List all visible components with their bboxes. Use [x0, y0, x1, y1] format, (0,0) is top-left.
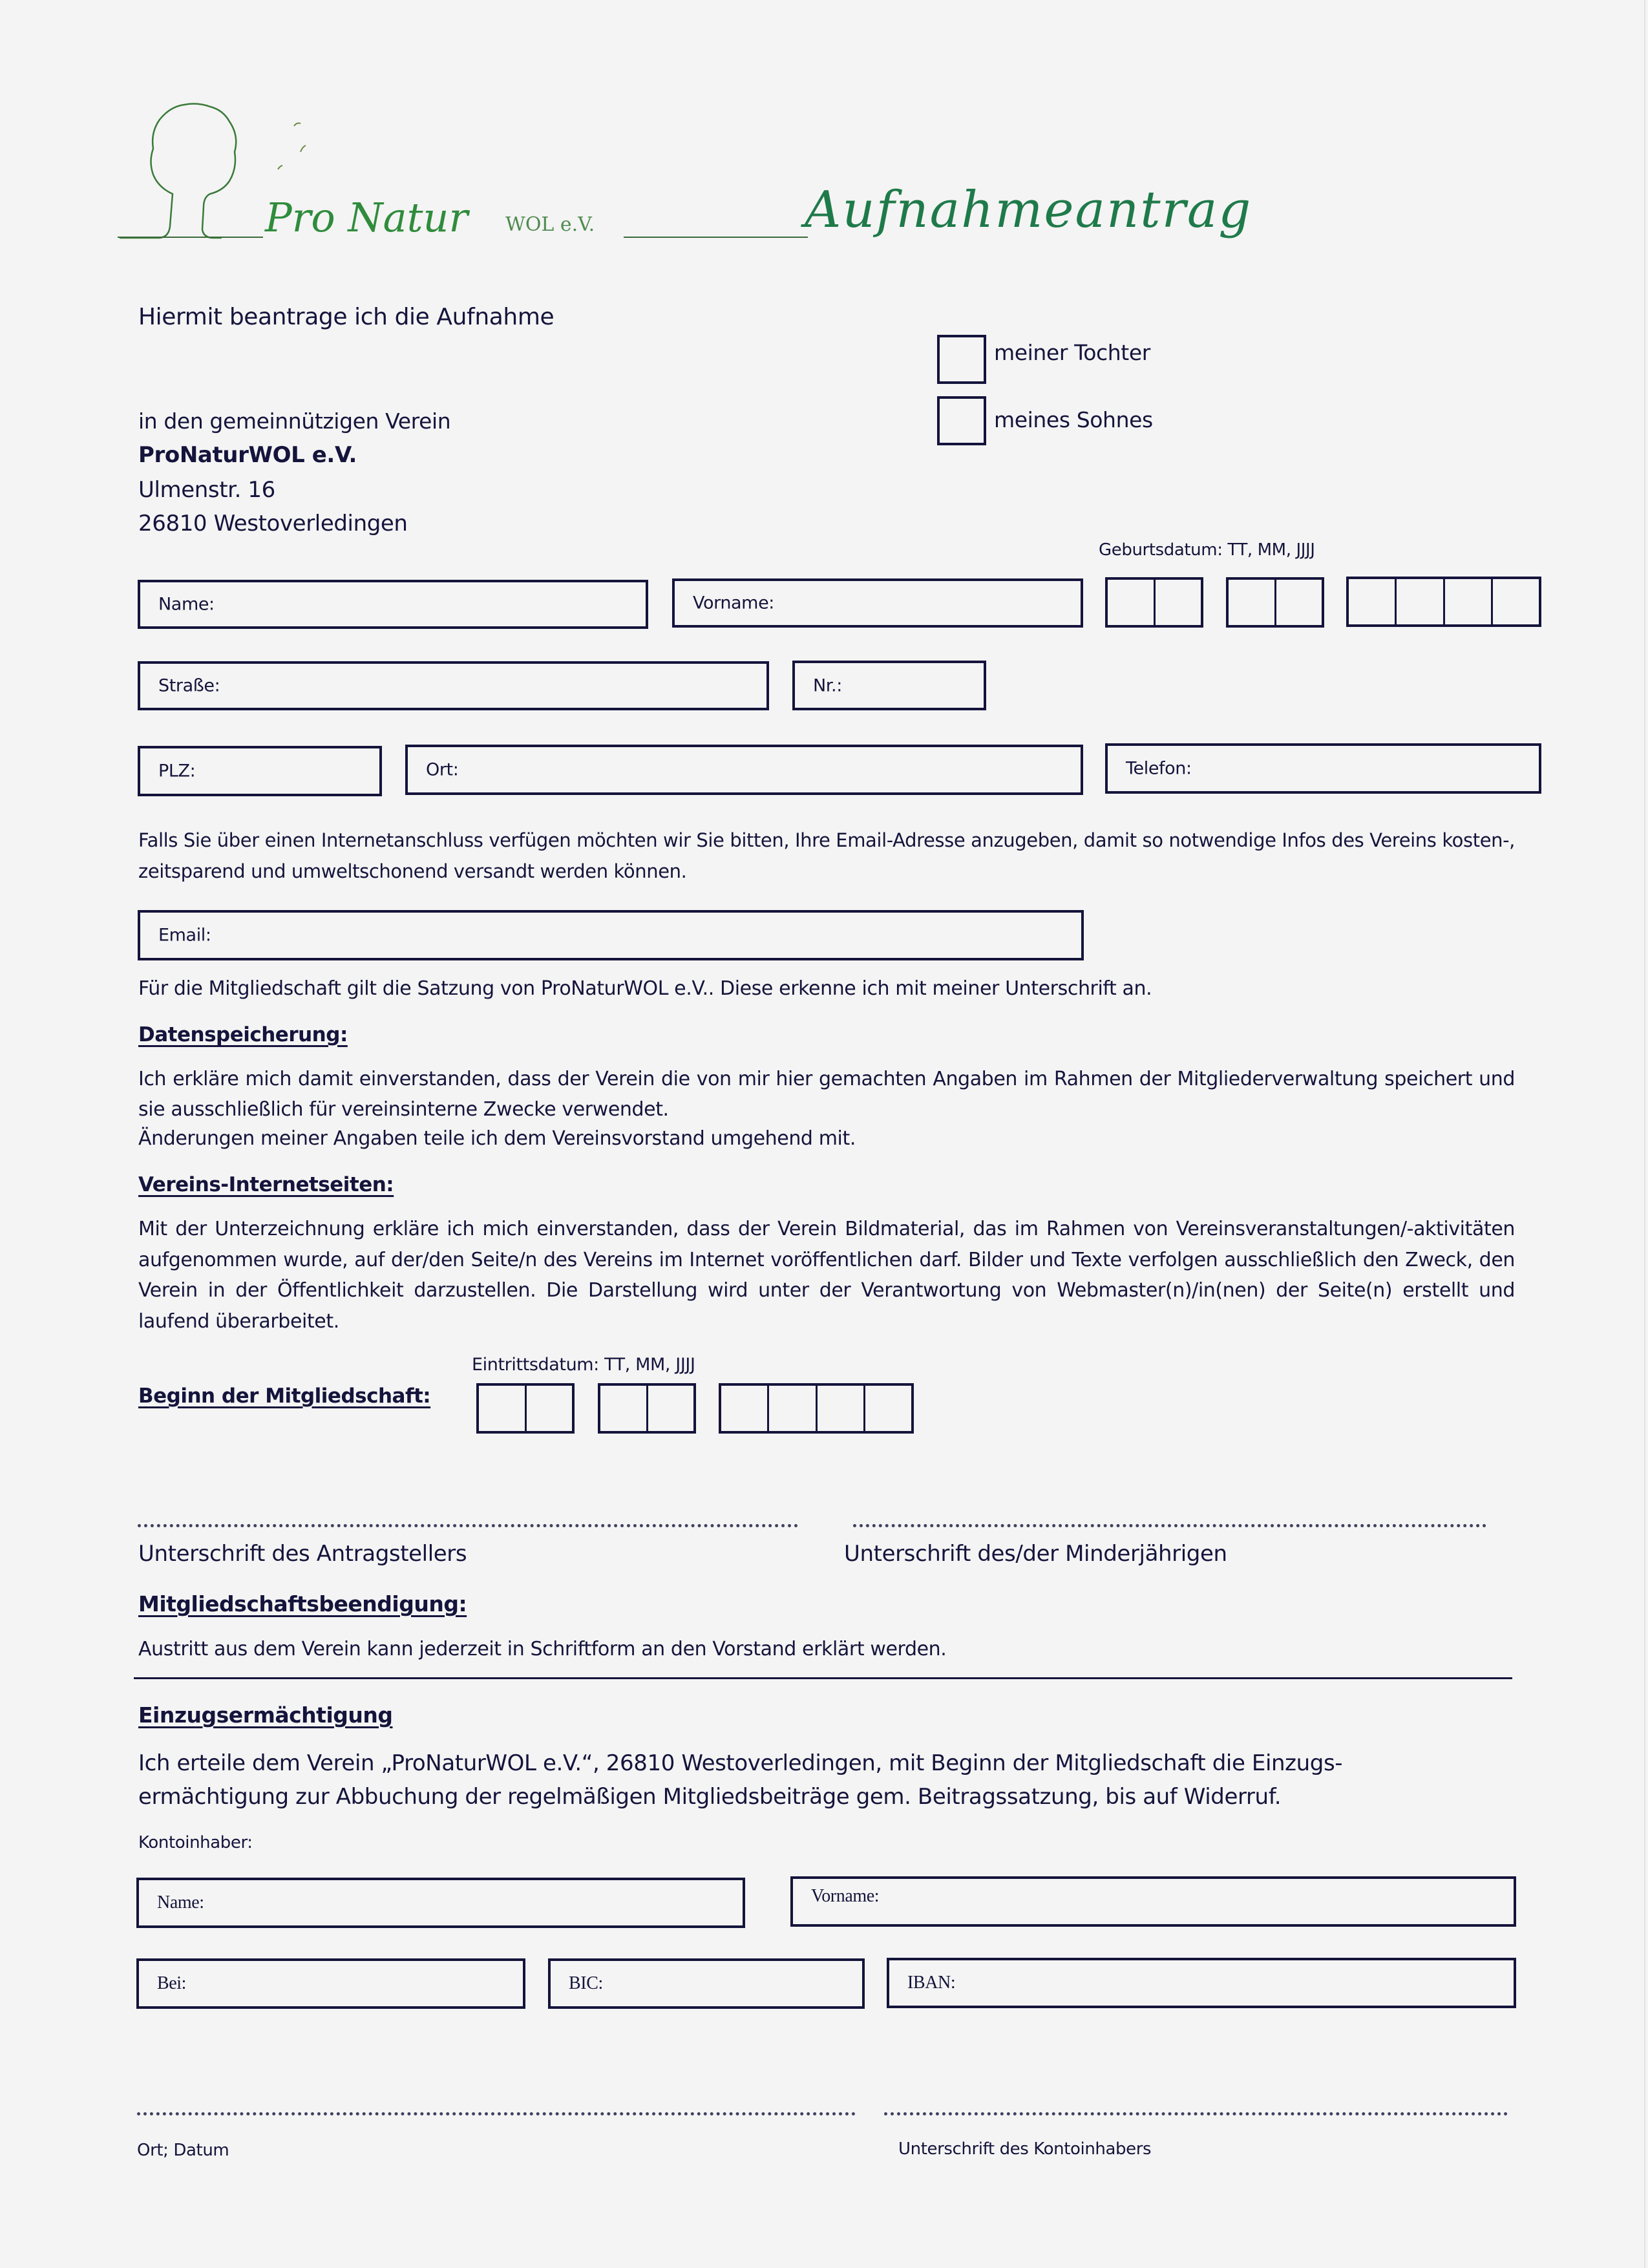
termination-heading: Mitgliedschaftsbeendigung: [138, 1591, 467, 1616]
bank-field-label: Bei: [157, 1973, 187, 1993]
birthdate-year-input[interactable] [1346, 577, 1541, 627]
account-vorname-field-label: Vorname: [811, 1885, 880, 1906]
entry-month-digit[interactable] [600, 1386, 648, 1431]
birthdate-year-digit[interactable] [1445, 579, 1493, 624]
iban-field-label: IBAN: [907, 1973, 956, 1993]
email-notice: Falls Sie über einen Internetanschluss verfügen möchten wir Sie bitten, Ihre Email-Adresse anzugeben, damit so notwendige Infos des Vereins kosten-, zeitsparend und umweltschonend versandt werden können. [138, 829, 1515, 882]
plz-field-label: PLZ: [158, 761, 196, 781]
statute-text: Für die Mitgliedschaft gilt die Satzung von ProNaturWOL e.V.. Diese erkenne ich mit meiner Unterschrift an. [138, 977, 1152, 1000]
logo-connector-line [624, 237, 808, 238]
account-vorname-field[interactable] [790, 1876, 1516, 1927]
birthdate-year-digit[interactable] [1397, 579, 1444, 624]
page-edge [1644, 0, 1645, 2268]
account-holder-label: Kontoinhaber: [138, 1833, 253, 1852]
account-name-field[interactable] [136, 1878, 745, 1928]
plz-field[interactable] [138, 746, 382, 796]
entry-year-digit[interactable] [769, 1386, 817, 1431]
org-name: ProNaturWOL e.V. [138, 442, 357, 468]
nr-field-label: Nr.: [813, 675, 842, 695]
holder-signature-line[interactable] [884, 2108, 1508, 2115]
checkbox-daughter[interactable] [937, 335, 986, 384]
place-date-label: Ort; Datum [137, 2141, 229, 2160]
strasse-field[interactable] [138, 661, 769, 710]
minor-signature-line[interactable] [853, 1520, 1486, 1527]
data-storage-text: Ich erkläre mich damit einverstanden, dass der Verein die von mir hier gemachten Angaben im Rahmen der Mitgliederverwaltung speichert und sie ausschließlich für vereinsinterne Zwecke verwendet. [138, 1068, 1515, 1121]
direct-debit-text-2: ermächtigung zur Abbuchung der regelmäßigen Mitgliedsbeiträge gem. Beitragssatzung, bis auf Widerruf. [138, 1784, 1282, 1810]
websites-text: Mit der Unterzeichnung erkläre ich mich einverstanden, dass der Verein Bildmaterial, das im Rahmen von Vereinsveranstaltungen/-aktivitäten aufgenommen wurde, auf der/den Seite/n des Vereins im Internet voröffentlichen darf. Bilder und Texte verfolgen ausschließlich den Zweck, den Verein in der Öffentlichkeit darzustellen. Die Darstellung wird unter der Verantwortung von Webmaster(n)/in(nen) der Seite(n) erstellt und laufend überarbeitet. [138, 1218, 1515, 1333]
bic-field[interactable] [548, 1958, 865, 2009]
minor-signature-label: Unterschrift des/der Minderjährigen [844, 1541, 1227, 1567]
entry-month-input[interactable] [598, 1383, 696, 1434]
entry-year-input[interactable] [719, 1383, 914, 1434]
applicant-signature-label: Unterschrift des Antragstellers [138, 1541, 467, 1567]
entry-month-digit[interactable] [648, 1386, 694, 1431]
vorname-field-label: Vorname: [693, 593, 774, 613]
entry-year-digit[interactable] [721, 1386, 769, 1431]
data-storage-text-2: Änderungen meiner Angaben teile ich dem Vereinsvorstand umgehend mit. [138, 1127, 856, 1150]
checkbox-son-label: meines Sohnes [994, 407, 1153, 432]
entry-date-label: Eintrittsdatum: TT, MM, JJJJ [472, 1355, 695, 1375]
termination-text: Austritt aus dem Verein kann jederzeit in Schriftform an den Vorstand erklärt werden. [138, 1638, 947, 1660]
name-field-label: Name: [158, 594, 215, 615]
org-street: Ulmenstr. 16 [138, 477, 275, 503]
entry-day-input[interactable] [476, 1383, 575, 1434]
websites-heading: Vereins-Internetseiten: [138, 1173, 394, 1196]
bic-field-label: BIC: [569, 1973, 603, 1993]
account-name-field-label: Name: [157, 1892, 204, 1913]
strasse-field-label: Straße: [158, 675, 220, 696]
entry-day-digit[interactable] [479, 1386, 527, 1431]
holder-signature-label: Unterschrift des Kontoinhabers [898, 2139, 1152, 2159]
entry-year-digit[interactable] [818, 1386, 865, 1431]
birthdate-day-input[interactable] [1105, 577, 1203, 628]
vorname-field[interactable] [672, 578, 1083, 628]
iban-field[interactable] [887, 1958, 1516, 2008]
birthdate-month-digit[interactable] [1276, 580, 1322, 625]
email-field-label: Email: [158, 925, 211, 946]
intro-line-1: Hiermit beantrage ich die Aufnahme [138, 304, 555, 330]
direct-debit-heading: Einzugsermächtigung [138, 1702, 393, 1728]
birthdate-day-digit[interactable] [1156, 580, 1201, 625]
ort-field[interactable] [405, 745, 1083, 795]
email-field[interactable] [138, 910, 1084, 960]
birthdate-label: Geburtsdatum: TT, MM, JJJJ [1099, 540, 1315, 560]
logo-suffix: WOL e.V. [505, 213, 595, 236]
ort-field-label: Ort: [426, 759, 459, 780]
org-city: 26810 Westoverledingen [138, 511, 408, 536]
membership-start-heading: Beginn der Mitgliedschaft: [138, 1384, 431, 1408]
place-date-line[interactable] [137, 2108, 856, 2115]
nr-field[interactable] [792, 661, 986, 710]
data-storage-heading: Datenspeicherung: [138, 1023, 348, 1046]
checkbox-son[interactable] [937, 396, 986, 445]
name-field[interactable] [138, 580, 648, 629]
entry-year-digit[interactable] [865, 1386, 911, 1431]
birthdate-month-digit[interactable] [1229, 580, 1276, 625]
birthdate-year-digit[interactable] [1349, 579, 1397, 624]
applicant-signature-line[interactable] [138, 1520, 798, 1527]
telefon-field-label: Telefon: [1126, 758, 1192, 779]
bank-field[interactable] [136, 1958, 525, 2009]
birthdate-year-digit[interactable] [1493, 579, 1539, 624]
entry-day-digit[interactable] [527, 1386, 573, 1431]
birthdate-month-input[interactable] [1226, 577, 1324, 628]
intro-line-2: in den gemeinnützigen Verein [138, 408, 451, 434]
telefon-field[interactable] [1105, 743, 1541, 794]
logo-baseline [118, 237, 263, 238]
page-title: Aufnahmeantrag [805, 181, 1252, 239]
section-divider [134, 1677, 1512, 1679]
direct-debit-text-1: Ich erteile dem Verein „ProNaturWOL e.V.“, 26810 Westoverledingen, mit Beginn der Mitgliedschaft die Einzugs- [138, 1750, 1343, 1776]
checkbox-daughter-label: meiner Tochter [994, 340, 1150, 365]
birthdate-day-digit[interactable] [1108, 580, 1156, 625]
logo-name: Pro Natur [265, 194, 469, 241]
